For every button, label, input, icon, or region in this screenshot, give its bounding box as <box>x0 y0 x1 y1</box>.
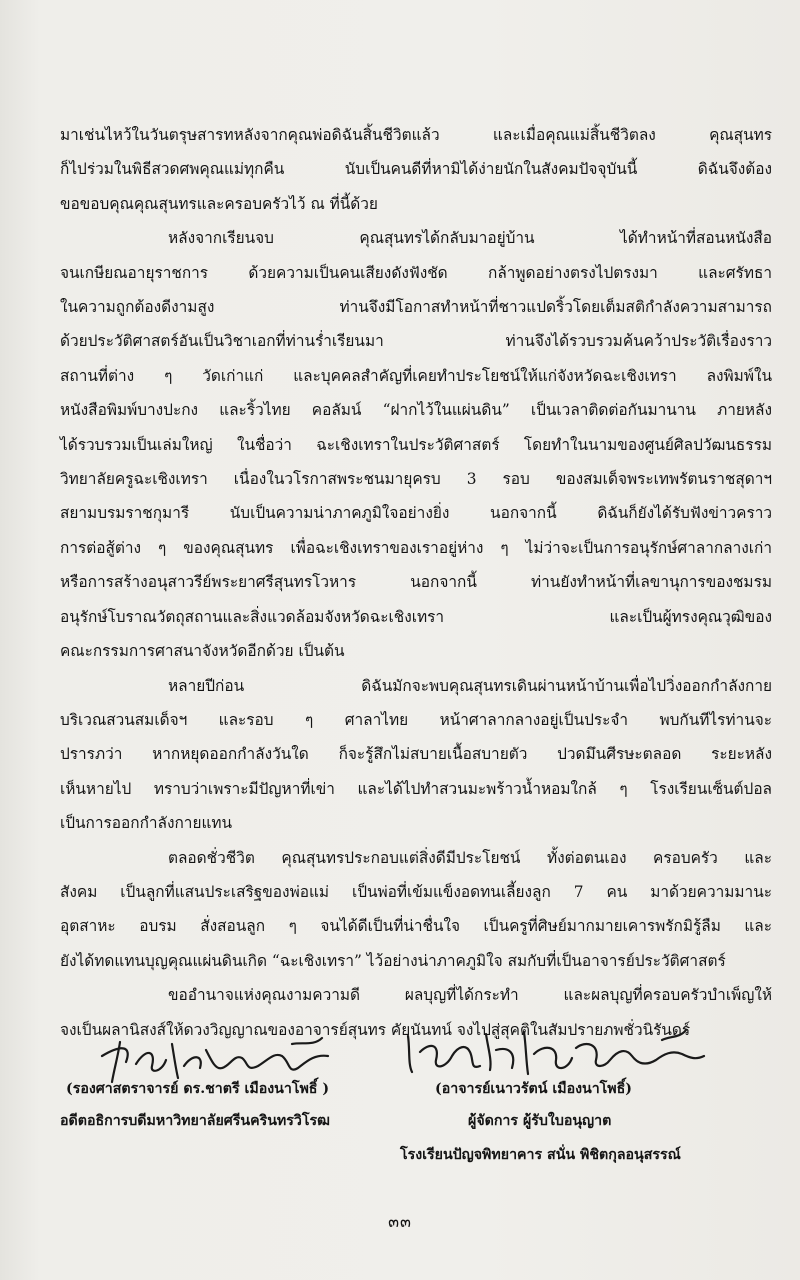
page-number: ๓๓ <box>388 1212 412 1231</box>
text-line: มาเช่นไหว้ในวันตรุษสารทหลังจากคุณพ่อดิฉันสิ้นชีวิตแล้ว และเมื่อคุณแม่สิ้นชีวิตลง คุณสุนทร <box>60 126 772 144</box>
text-line: หนังสือพิมพ์บางปะกง และริ้วไทย คอลัมน์ “ฝากไว้ในแผ่นดิน” เป็นเวลาติดต่อกันมานาน ภายหลัง <box>60 401 772 420</box>
text-line: สถานที่ต่าง ๆ วัดเก่าแก่ และบุคคลสำคัญที่เคยทำประโยชน์ให้แก่จังหวัดฉะเชิงเทรา ลงพิมพ์ใน <box>60 366 772 385</box>
text-line: ได้รวบรวมเป็นเล่มใหญ่ ในชื่อว่า ฉะเชิงเทราในประวัติศาสตร์ โดยทำในนามของศูนย์ศิลปวัฒนธรรม <box>60 435 772 454</box>
signer-left-title: อดีตอธิการบดีมหาวิทยาลัยศรีนครินทรวิโรฒ <box>60 1113 330 1129</box>
body-text <box>60 118 772 1047</box>
text-line: สยามบรมราชกุมารี นับเป็นความน่าภาคภูมิใจอย่างยิ่ง นอกจากนี้ ดิฉันก็ยังได้รับฟังข่าวคราว <box>60 504 772 523</box>
text-line: หลายปีก่อน ดิฉันมักจะพบคุณสุนทรเดินผ่านหน้าบ้านเพื่อไปวิ่งออกกำลังกาย <box>168 676 772 695</box>
text-line: อุตสาหะ อบรม สั่งสอนลูก ๆ จนได้ดีเป็นที่น่าชื่นใจ เป็นครูที่ศิษย์มากมายเคารพรักมิรู้ลืม และ <box>60 917 772 936</box>
paragraph <box>60 669 772 841</box>
text-line: ก็ไปร่วมในพิธีสวดศพคุณแม่ทุกคืน นับเป็นคนดีที่หามิได้ง่ายนักในสังคมปัจจุบันนี้ ดิฉันจึงต้อง <box>60 160 772 179</box>
text-line: ในความถูกต้องดีงามสูง ท่านจึงมีโอกาสทำหน้าที่ชาวแปดริ้วโดยเต็มสติกำลังความสามารถ <box>60 298 772 317</box>
text-line: ขอขอบคุณคุณสุนทรและครอบครัวไว้ ณ ที่นี้ด้วย <box>60 194 378 213</box>
signer-right-name: (อาจารย์เนาวรัตน์ เมืองนาโพธิ์) <box>435 1081 633 1097</box>
text-line: ขออำนาจแห่งคุณงามความดี ผลบุญที่ได้กระทำ และผลบุญที่ครอบครัวบำเพ็ญให้ <box>168 986 772 1005</box>
signer-right-title: ผู้จัดการ ผู้รับใบอนุญาต <box>468 1113 612 1129</box>
text-line: จนเกษียณอายุราชการ ด้วยความเป็นคนเสียงดังฟังชัด กล้าพูดอย่างตรงไปตรงมา และศรัทธา <box>60 263 772 282</box>
text-line: อนุรักษ์โบราณวัตถุสถานและสิ่งแวดล้อมจังหวัดฉะเชิงเทรา และเป็นผู้ทรงคุณวุฒิของ <box>60 607 772 626</box>
signer-left-name: (รองศาสตราจารย์ ดร.ชาตรี เมืองนาโพธิ์ ) <box>66 1081 330 1097</box>
text-line: ปรารภว่า หากหยุดออกกำลังวันใด ก็จะรู้สึกไม่สบายเนื้อสบายตัว ปวดมึนศีรษะตลอด ระยะหลัง <box>60 745 772 764</box>
text-line: ยังได้ทดแทนบุญคุณแผ่นดินเกิด “ฉะเชิงเทรา” ไว้อย่างน่าภาคภูมิใจ สมกับที่เป็นอาจารย์ประวัติศาสตร์ <box>60 951 726 970</box>
signer-right-organization: โรงเรียนปัญจพิทยาคาร สนั่น พิชิตกุลอนุสรรณ์ <box>400 1147 681 1163</box>
handwritten-signature-right-icon <box>400 1020 710 1082</box>
text-line: ตลอดชั่วชีวิต คุณสุนทรประกอบแต่สิ่งดีมีประโยชน์ ทั้งต่อตนเอง ครอบครัว และ <box>168 848 772 867</box>
text-line: การต่อสู้ต่าง ๆ ของคุณสุนทร เพื่อฉะเชิงเทราของเราอยู่ห่าง ๆ ไม่ว่าจะเป็นการอนุรักษ์ศาลากลางเก่า <box>60 538 772 557</box>
text-line: วิทยาลัยครูฉะเชิงเทรา เนื่องในวโรกาสพระชนมายุครบ 3 รอบ ของสมเด็จพระเทพรัตนราชสุดาฯ <box>60 470 772 489</box>
text-line: หลังจากเรียนจบ คุณสุนทรได้กลับมาอยู่บ้าน ได้ทำหน้าที่สอนหนังสือ <box>168 229 772 248</box>
text-line: หรือการสร้างอนุสาวรีย์พระยาศรีสุนทรโวหาร นอกจากนี้ ท่านยังทำหน้าที่เลขานุการของชมรม <box>60 573 772 592</box>
text-line: เห็นหายไป ทราบว่าเพราะมีปัญหาที่เข่า และได้ไปทำสวนมะพร้าวน้ำหอมใกล้ ๆ โรงเรียนเซ็นต์ปอล <box>60 779 772 798</box>
text-line: ด้วยประวัติศาสตร์อันเป็นวิชาเอกที่ท่านร่ำเรียนมา ท่านจึงได้รวบรวมค้นคว้าประวัติเรื่องราว <box>60 332 772 351</box>
text-line: คณะกรรมการศาสนาจังหวัดอีกด้วย เป็นต้น <box>60 642 345 661</box>
signature-area <box>0 1020 800 1190</box>
text-line: สังคม เป็นลูกที่แสนประเสริฐของพ่อแม่ เป็นพ่อที่เข้มแข็งอดทนเลี้ยงลูก 7 คน มาด้วยความมานะ <box>60 882 772 901</box>
text-line: เป็นการออกกำลังกายแทน <box>60 814 233 833</box>
text-line: บริเวณสวนสมเด็จฯ และรอบ ๆ ศาลาไทย หน้าศาลากลางอยู่เป็นประจำ พบกันทีไรท่านจะ <box>60 710 772 729</box>
paragraph <box>60 221 772 668</box>
paragraph <box>60 841 772 979</box>
paragraph <box>60 118 772 221</box>
text-line: จงเป็นผลานิสงส์ให้ดวงวิญญาณของอาจารย์สุนทร คัยนันทน์ จงไปสู่สุคติในสัมปรายภพชั่วนิรันดร์ <box>60 1020 691 1039</box>
